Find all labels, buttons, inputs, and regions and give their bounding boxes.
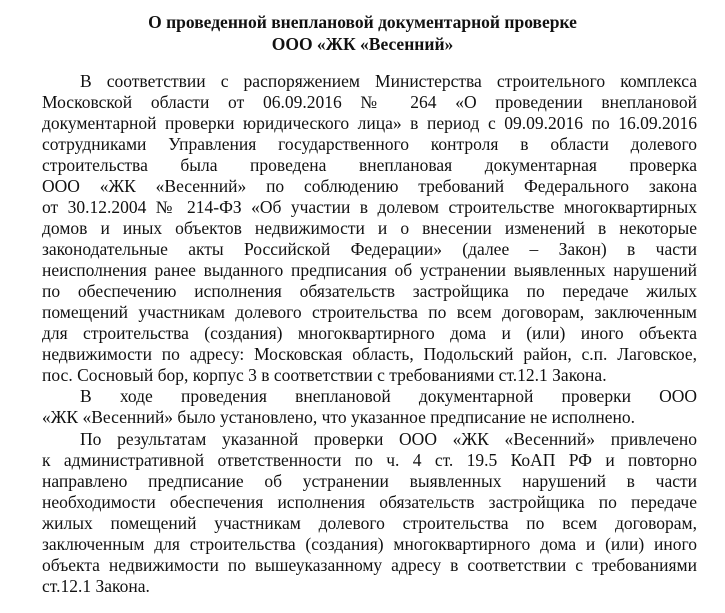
paragraph-3-line: заключенным для строительства (создания) многоквартирного дома и (или) иного bbox=[42, 534, 697, 554]
paragraph-1-line: от 30.12.2004 № 214-ФЗ «Об участии в долевом строительстве многоквартирных bbox=[42, 197, 697, 217]
paragraph-1-line: неисполнения ранее выданного предписания об устранении выявленных нарушений bbox=[42, 260, 697, 280]
paragraph-1-line: пос. Сосновый бор, корпус 3 в соответствии с требованиями ст.12.1 Закона. bbox=[42, 365, 607, 385]
paragraph-1-line: В соответствии с распоряжением Министерства строительного комплекса bbox=[80, 71, 697, 91]
paragraph-1-line: недвижимости по адресу: Московская область, Подольский район, с.п. Лаговское, bbox=[42, 344, 697, 364]
paragraph-2-line: «ЖК «Весенний» было установлено, что указанное предписание не исполнено. bbox=[42, 407, 636, 427]
paragraph-3-line: направлено предписание об устранении выявленных нарушений в части bbox=[42, 471, 697, 491]
paragraph-2-line: В ходе проведения внеплановой документарной проверки ООО bbox=[80, 386, 697, 406]
paragraph-1-line: документарной проверки юридического лица» в период с 09.09.2016 по 16.09.2016 bbox=[42, 113, 697, 133]
document-title-line-2: ООО «ЖК «Весенний» bbox=[271, 34, 454, 54]
paragraph-3-line: необходимости обеспечения исполнения обязательств застройщика по передаче bbox=[42, 492, 697, 512]
paragraph-1-line: Московской области от 06.09.2016 № 264 «О проведении внеплановой bbox=[42, 92, 697, 112]
paragraph-1-line: сотрудниками Управления государственного контроля в области долевого bbox=[42, 134, 697, 154]
paragraph-3-line: ст.12.1 Закона. bbox=[42, 576, 150, 596]
paragraph-3-line: жилых помещений участникам долевого строительства по всем договорам, bbox=[42, 513, 697, 533]
paragraph-1-line: строительства была проведена внеплановая документарная проверка bbox=[42, 155, 697, 175]
paragraph-1-line: домов и иных объектов недвижимости и о внесении изменений в некоторые bbox=[42, 218, 697, 238]
paragraph-1-line: для строительства (создания) многоквартирного дома и (или) иного объекта bbox=[42, 323, 697, 343]
paragraph-3-line: По результатам указанной проверки ООО «ЖК «Весенний» привлечено bbox=[80, 429, 697, 449]
paragraph-1-line: ООО «ЖК «Весенний» по соблюдению требований Федерального закона bbox=[42, 176, 697, 196]
paragraph-3-line: объекта недвижимости по вышеуказанному адресу в соответствии с требованиями bbox=[42, 555, 697, 575]
document-title-line-1: О проведенной внеплановой документарной проверке bbox=[148, 12, 577, 32]
paragraph-1-line: помещений участникам долевого строительства по всем договорам, заключенным bbox=[42, 302, 697, 322]
paragraph-1-line: законодательные акты Российской Федерации» (далее – Закон) в части bbox=[42, 239, 697, 259]
paragraph-1-line: по обеспечению исполнения обязательств застройщика по передаче жилых bbox=[42, 281, 697, 301]
paragraph-3-line: к административной ответственности по ч. 4 ст. 19.5 КоАП РФ и повторно bbox=[42, 450, 697, 470]
